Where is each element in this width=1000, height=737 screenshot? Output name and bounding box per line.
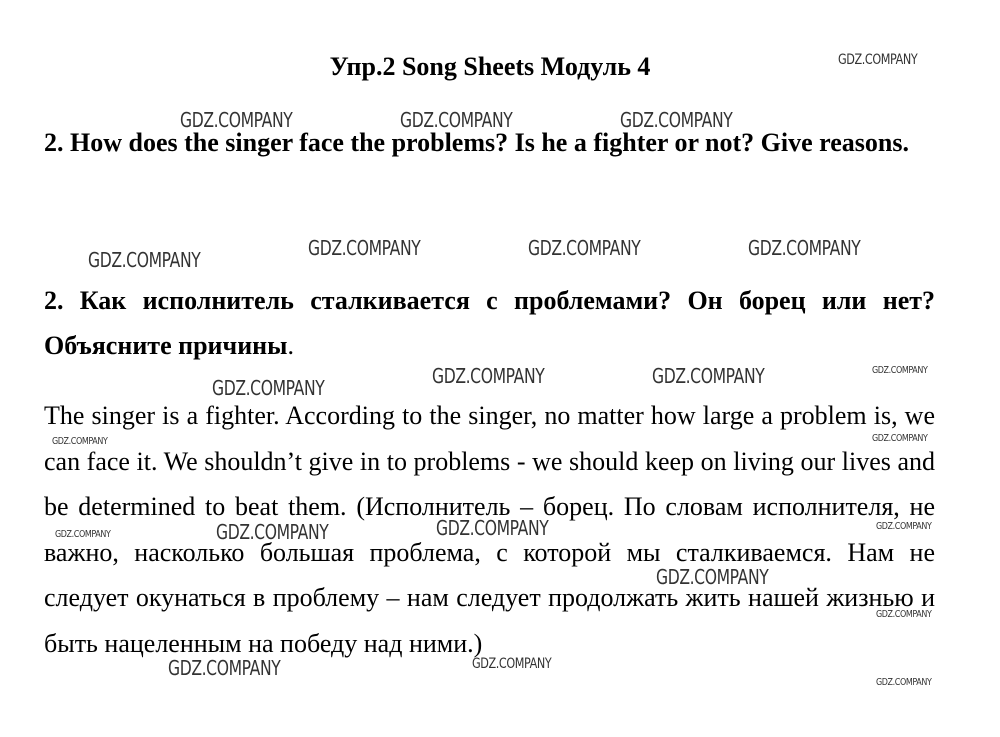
question-russian [44,278,935,368]
watermark: GDZ.COMPANY [52,436,108,447]
watermark: GDZ.COMPANY [652,364,765,388]
watermark: GDZ.COMPANY [876,677,932,688]
question-english: 2. How does the singer face the problems? Is he a fighter or not? Give reasons. [44,128,909,157]
answer-text: The singer is a fighter. According to the singer, no matter how large a problem is, we can face it. We shouldn’t give in to problems - we should keep on living our lives and be determined to beat them. (Исполнитель – борец. По словам исполнителя, не важно, насколько большая проблема, с которой мы сталкиваемся. Нам не следует окунаться в проблему – нам следует продолжать жить нашей жизнью и быть нацеленным на победу над ними.) [44,401,935,658]
watermark: GDZ.COMPANY [55,529,111,540]
watermark: GDZ.COMPANY [180,108,293,132]
watermark: GDZ.COMPANY [436,516,549,540]
watermark: GDZ.COMPANY [168,656,281,680]
watermark: GDZ.COMPANY [838,52,918,68]
watermark: GDZ.COMPANY [656,565,769,589]
watermark: GDZ.COMPANY [472,656,552,672]
watermark: GDZ.COMPANY [748,236,861,260]
watermark: GDZ.COMPANY [620,108,733,132]
watermark: GDZ.COMPANY [872,433,928,444]
watermark: GDZ.COMPANY [876,521,932,532]
watermark: GDZ.COMPANY [876,609,932,620]
question-russian-period: . [287,331,294,360]
watermark: GDZ.COMPANY [528,236,641,260]
question-russian-text: 2. Как исполнитель сталкивается с проблемами? Он борец или нет? Объясните причины [44,286,935,360]
watermark: GDZ.COMPANY [308,236,421,260]
watermark: GDZ.COMPANY [400,108,513,132]
watermark: GDZ.COMPANY [872,365,928,376]
page-title: Упр.2 Song Sheets Модуль 4 [329,52,651,81]
watermark: GDZ.COMPANY [212,376,325,400]
watermark: GDZ.COMPANY [216,520,329,544]
watermark: GDZ.COMPANY [432,364,545,388]
watermark: GDZ.COMPANY [88,248,201,272]
